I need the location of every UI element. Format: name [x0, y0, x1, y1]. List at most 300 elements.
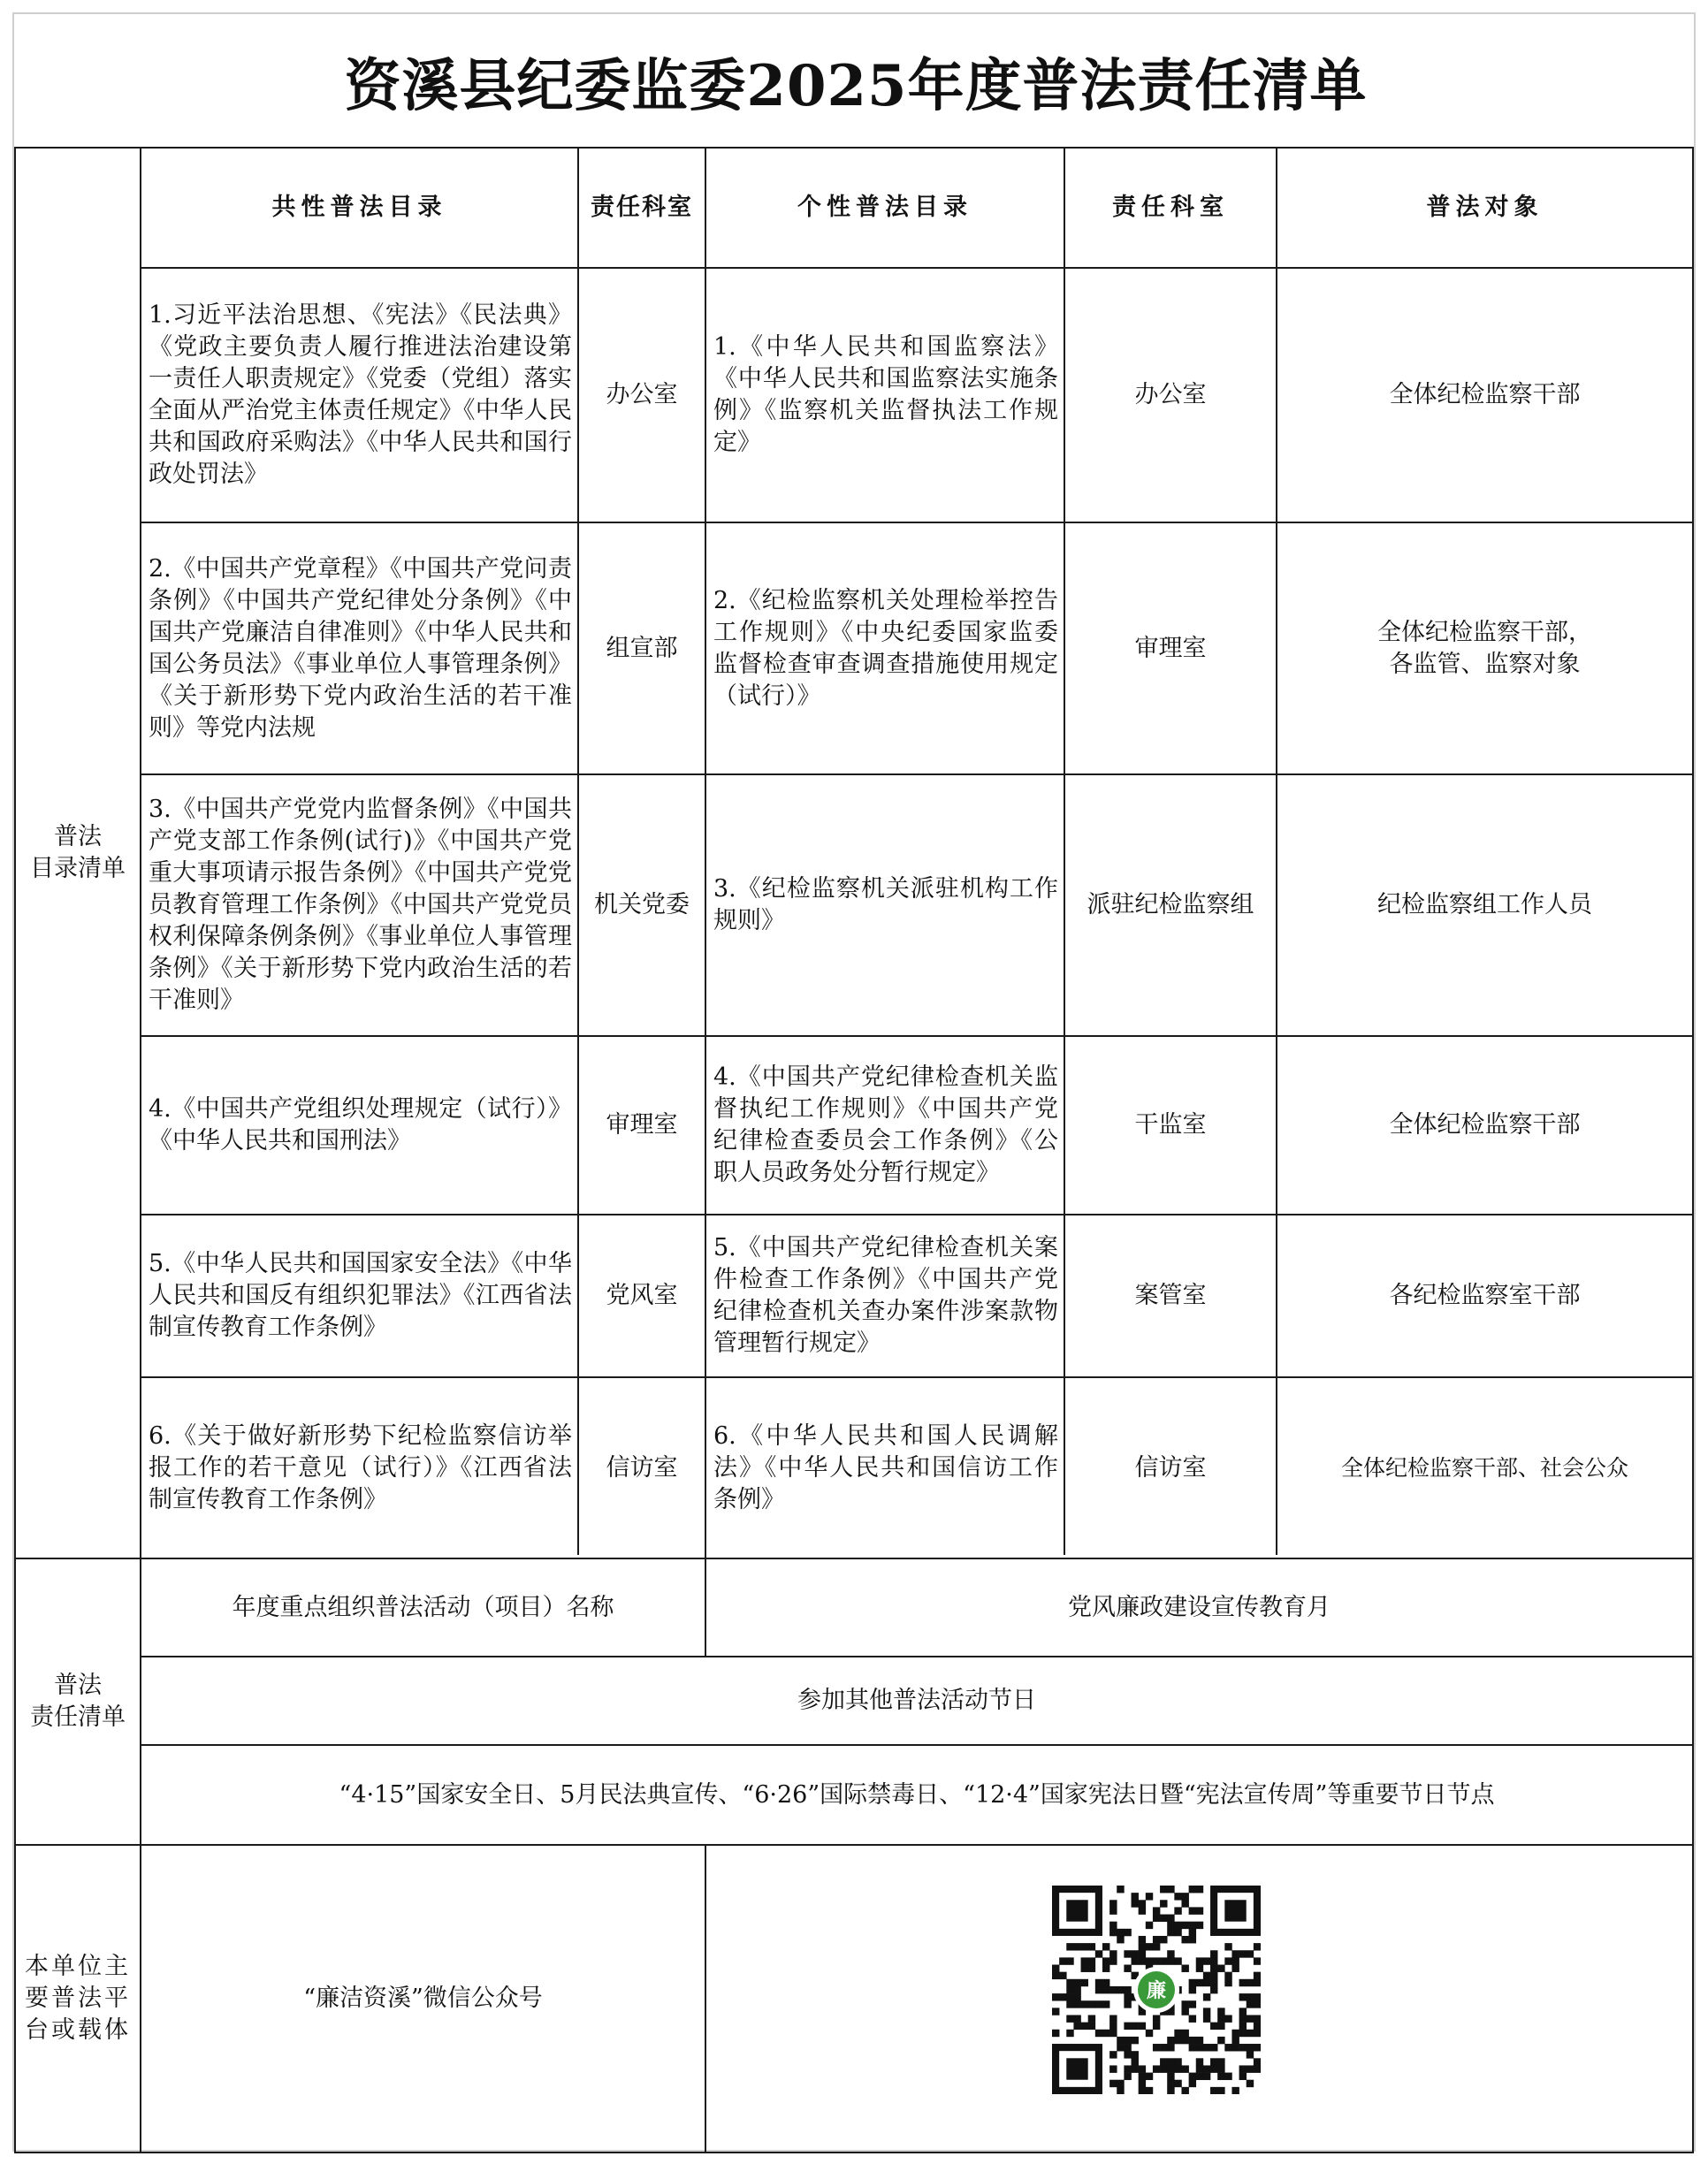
qr-module [1231, 1957, 1239, 1964]
qr-module [1224, 1943, 1231, 1950]
qr-module [1132, 2037, 1139, 2044]
qr-module [1247, 1993, 1254, 2000]
qr-module [1139, 1943, 1146, 1950]
qr-module [1109, 1957, 1117, 1964]
qr-module [1196, 1907, 1203, 1914]
qr-module [1224, 1979, 1231, 1986]
qr-module [1132, 2065, 1139, 2072]
qr-module [1217, 2065, 1224, 2072]
qr-module [1231, 2037, 1239, 2044]
specific-dept-item: 办公室 [1134, 381, 1207, 408]
qr-module [1181, 1893, 1188, 1900]
common-catalog-item: 1.习近平法治思想、《宪法》《民法典》《党政主要负责人履行推进法治建设第一责任人职责规定》《党委（党组）落实全面从严治党主体责任规定》《中华人民共和国政府采购法》《中华人民共和国行政处罚法》 [149, 301, 572, 488]
qr-module [1102, 1986, 1109, 1993]
qr-module [1088, 2000, 1095, 2008]
qr-module [1181, 2008, 1188, 2015]
qr-module [1052, 2030, 1059, 2037]
qr-module [1132, 2051, 1139, 2058]
qr-module [1088, 1957, 1095, 1964]
platform-name: “廉洁资溪”微信公众号 [303, 1985, 543, 2012]
qr-module [1095, 1986, 1102, 1993]
qr-module [1124, 2037, 1131, 2044]
qr-module [1167, 2080, 1174, 2087]
qr-module [1217, 2073, 1224, 2080]
qr-module [1189, 2080, 1196, 2087]
qr-module [1081, 2023, 1088, 2030]
qr-module [1196, 2058, 1203, 2065]
qr-module [1254, 2065, 1261, 2072]
qr-module [1124, 1993, 1131, 2000]
qr-module [1095, 2030, 1102, 2037]
qr-module [1254, 1943, 1261, 1950]
qr-module [1254, 1957, 1261, 1964]
qr-module [1224, 2015, 1231, 2022]
qr-module [1081, 2000, 1088, 2008]
qr-module [1174, 2058, 1181, 2065]
qr-module [1153, 1957, 1160, 1964]
qr-module [1117, 1929, 1124, 1936]
qr-module [1196, 2065, 1203, 2072]
qr-module [1189, 2015, 1196, 2022]
qr-finder-core [1066, 2058, 1087, 2079]
qr-module [1073, 1943, 1080, 1950]
qr-module [1088, 2015, 1095, 2022]
qr-module [1095, 2000, 1102, 2008]
qr-module [1095, 1950, 1102, 1957]
section-label-responsibility: 普法 责任清单 [30, 1672, 126, 1731]
qr-module [1117, 2044, 1124, 2051]
qr-module [1109, 1900, 1117, 1907]
qr-module [1160, 2058, 1167, 2065]
qr-module [1210, 2087, 1217, 2094]
qr-module [1073, 2000, 1080, 2008]
qr-module [1109, 2015, 1117, 2022]
qr-module [1124, 2051, 1131, 2058]
qr-module [1102, 2000, 1109, 2008]
audience-item: 纪检监察组工作人员 [1377, 891, 1592, 918]
qr-module [1160, 2065, 1167, 2072]
other-activities-label: 参加其他普法活动节日 [797, 1687, 1036, 1714]
qr-module [1210, 2058, 1217, 2065]
qr-module [1189, 1907, 1196, 1914]
qr-module [1174, 1929, 1181, 1936]
qr-module [1073, 2015, 1080, 2022]
specific-dept-item: 干监室 [1134, 1111, 1207, 1139]
qr-module [1109, 1907, 1117, 1914]
qr-module [1066, 1943, 1073, 1950]
qr-module [1203, 2065, 1210, 2072]
qr-module [1066, 2000, 1073, 2008]
qr-module [1203, 1957, 1210, 1964]
qr-module [1217, 2037, 1224, 2044]
common-catalog-item: 4.《中国共产党组织处理规定（试行）》《中华人民共和国刑法》 [149, 1095, 572, 1154]
qr-module [1189, 2037, 1196, 2044]
qr-module [1174, 1957, 1181, 1964]
qr-module [1247, 2080, 1254, 2087]
qr-module [1167, 1886, 1174, 1893]
qr-module [1224, 2073, 1231, 2080]
common-catalog-item: 6.《关于做好新形势下纪检监察信访举报工作的若干意见（试行）》《江西省法制宣传教育工作条例》 [149, 1421, 572, 1513]
qr-module [1217, 2087, 1224, 2094]
qr-module [1139, 1936, 1146, 1943]
qr-module [1217, 2058, 1224, 2065]
specific-catalog-item: 1.《中华人民共和国监察法》《中华人民共和国监察法实施条例》《监察机关监督执法工作规定》 [713, 333, 1058, 456]
qr-module [1146, 1893, 1153, 1900]
audience-item: 全体纪检监察干部 [1389, 381, 1581, 408]
qr-module [1167, 1922, 1174, 1929]
qr-module [1109, 2065, 1117, 2072]
qr-module [1153, 2023, 1160, 2030]
qr-module [1254, 1979, 1261, 1986]
qr-module [1196, 2073, 1203, 2080]
qr-module [1117, 1986, 1124, 1993]
qr-module [1088, 1943, 1095, 1950]
qr-module [1210, 2044, 1217, 2051]
qr-module [1153, 2065, 1160, 2072]
specific-dept-item: 审理室 [1134, 634, 1207, 662]
section-label-platform: 本单位主 要普法平 台或载体 [25, 1953, 131, 2044]
qr-module [1203, 1972, 1210, 1979]
qr-module [1160, 1936, 1167, 1943]
qr-module [1181, 2030, 1188, 2037]
qr-module [1181, 1922, 1188, 1929]
qr-module [1102, 1965, 1109, 1972]
qr-module [1189, 1986, 1196, 1993]
qr-module [1146, 1943, 1153, 1950]
other-activities-value: “4·15”国家安全日、5月民法典宣传、“6·26”国际禁毒日、“12·4”国家宪法日暨“宪法宣传周”等重要节日节点 [339, 1780, 1495, 1809]
qr-module [1239, 1950, 1247, 1957]
qr-module [1139, 2087, 1146, 2094]
qr-module [1132, 1893, 1139, 1900]
common-dept-item: 党风室 [606, 1282, 678, 1309]
qr-module [1066, 1986, 1073, 1993]
qr-module [1088, 2023, 1095, 2030]
qr-module [1217, 2015, 1224, 2022]
qr-module [1124, 2044, 1131, 2051]
qr-module [1203, 2044, 1210, 2051]
qr-module [1102, 1979, 1109, 1986]
audience-item: 全体纪检监察干部、社会公众 [1340, 1454, 1628, 1481]
header-audience: 普法对象 [1426, 194, 1544, 221]
qr-module [1139, 2065, 1146, 2072]
qr-module [1231, 1965, 1239, 1972]
qr-module [1174, 2080, 1181, 2087]
audience-item: 全体纪检监察干部， 各监管、监察对象 [1377, 618, 1592, 678]
qr-module [1247, 2030, 1254, 2037]
qr-module [1124, 1929, 1131, 1936]
qr-module [1196, 1965, 1203, 1972]
common-dept-item: 审理室 [606, 1111, 678, 1139]
qr-module [1139, 1907, 1146, 1914]
qr-module [1254, 1972, 1261, 1979]
qr-module [1174, 1893, 1181, 1900]
qr-module [1254, 2000, 1261, 2008]
qr-module [1210, 2023, 1217, 2030]
qr-module [1224, 2044, 1231, 2051]
qr-logo-text: 廉 [1146, 1980, 1167, 2002]
qr-module [1167, 2058, 1174, 2065]
qr-module [1196, 2044, 1203, 2051]
qr-module [1117, 2037, 1124, 2044]
qr-module [1124, 1950, 1131, 1957]
qr-module [1174, 2037, 1181, 2044]
qr-module [1189, 2073, 1196, 2080]
qr-module [1109, 1929, 1117, 1936]
qr-module [1189, 2044, 1196, 2051]
qr-module [1217, 2023, 1224, 2030]
qr-module [1239, 2008, 1247, 2015]
qr-module [1139, 2073, 1146, 2080]
qr-module [1153, 2015, 1160, 2022]
qr-module [1073, 1979, 1080, 1986]
qr-module [1139, 1957, 1146, 1964]
qr-module [1117, 1936, 1124, 1943]
qr-module [1059, 1993, 1066, 2000]
common-dept-item: 组宣部 [606, 634, 678, 662]
qr-module [1066, 1957, 1073, 1964]
qr-module [1210, 2065, 1217, 2072]
qr-module [1231, 2087, 1239, 2094]
qr-module [1146, 2087, 1153, 2094]
qr-module [1239, 2023, 1247, 2030]
qr-module [1217, 2008, 1224, 2015]
qr-module [1124, 2023, 1131, 2030]
qr-module [1160, 1900, 1167, 1907]
qr-module [1196, 2037, 1203, 2044]
common-dept-item: 办公室 [606, 381, 678, 408]
qr-module [1109, 1950, 1117, 1957]
qr-module [1066, 2015, 1073, 2022]
qr-module [1146, 2073, 1153, 2080]
qr-module [1153, 1936, 1160, 1943]
specific-dept-item: 信访室 [1134, 1453, 1207, 1482]
qr-module [1146, 1957, 1153, 1964]
qr-module [1109, 2080, 1117, 2087]
qr-module [1132, 1900, 1139, 1907]
qr-module [1210, 1957, 1217, 1964]
qr-module [1109, 1986, 1117, 1993]
qr-module [1254, 2058, 1261, 2065]
qr-module [1203, 2008, 1210, 2015]
qr-module [1109, 1922, 1117, 1929]
qr-module [1073, 1993, 1080, 2000]
activity-value: 党风廉政建设宣传教育月 [1068, 1593, 1331, 1621]
qr-module [1124, 2073, 1131, 2080]
qr-module [1217, 1965, 1224, 1972]
qr-module [1132, 1957, 1139, 1964]
qr-module [1239, 2065, 1247, 2072]
qr-module [1167, 2044, 1174, 2051]
qr-module [1247, 2000, 1254, 2008]
qr-module [1174, 1922, 1181, 1929]
qr-module [1066, 1979, 1073, 1986]
common-dept-item: 机关党委 [594, 891, 690, 918]
qr-module [1203, 2015, 1210, 2022]
qr-module [1239, 2044, 1247, 2051]
qr-finder-core [1066, 1900, 1087, 1921]
qr-module [1224, 1957, 1231, 1964]
qr-module [1059, 1957, 1066, 1964]
qr-module [1153, 1915, 1160, 1922]
qr-module [1254, 2023, 1261, 2030]
qr-module [1181, 1936, 1188, 1943]
qr-module [1117, 1886, 1124, 1893]
qr-module [1167, 1915, 1174, 1922]
table-border-bottom [14, 2152, 1694, 2153]
qr-module [1189, 1922, 1196, 1929]
qr-module [1231, 2030, 1239, 2037]
header-specific-catalog: 个性普法目录 [797, 194, 972, 221]
qr-module [1132, 2058, 1139, 2065]
qr-module [1073, 1986, 1080, 1993]
qr-module [1174, 2030, 1181, 2037]
qr-module [1247, 2015, 1254, 2022]
qr-module [1109, 2023, 1117, 2030]
qr-module [1124, 2000, 1131, 2008]
qr-module [1239, 2030, 1247, 2037]
qr-module [1081, 1979, 1088, 1986]
qr-module [1210, 1965, 1217, 1972]
qr-module [1239, 2015, 1247, 2022]
qr-module [1088, 1965, 1095, 1972]
qr-module [1052, 1993, 1059, 2000]
qr-module [1139, 2023, 1146, 2030]
qr-module [1210, 1979, 1217, 1986]
qr-module [1124, 2065, 1131, 2072]
qr-module [1139, 1950, 1146, 1957]
common-dept-item: 信访室 [606, 1453, 678, 1482]
qr-module [1132, 2023, 1139, 2030]
qr-module [1181, 2037, 1188, 2044]
qr-module [1102, 1957, 1109, 1964]
qr-module [1102, 1943, 1109, 1950]
qr-module [1239, 2073, 1247, 2080]
qr-module [1210, 1986, 1217, 1993]
common-catalog-item: 3.《中国共产党党内监督条例》《中国共产党支部工作条例(试行)》《中国共产党重大事项请示报告条例》《中国共产党党员教育管理工作条例》《中国共产党党员权利保障条例条例》《事业单位人事管理条例》《关于新形势下党内政治生活的若干准则》 [149, 796, 572, 1014]
audience-item: 全体纪检监察干部 [1389, 1111, 1581, 1139]
qr-module [1254, 1993, 1261, 2000]
qr-module [1196, 1957, 1203, 1964]
qr-module [1095, 1979, 1102, 1986]
specific-dept-item: 派驻纪检监察组 [1087, 891, 1254, 918]
common-catalog-item: 5.《中华人民共和国国家安全法》《中华人民共和国反有组织犯罪法》《江西省法制宣传教育工作条例》 [149, 1250, 572, 1341]
qr-module [1231, 1950, 1239, 1957]
qr-module [1231, 2044, 1239, 2051]
qr-module [1189, 1886, 1196, 1893]
qr-module [1174, 2065, 1181, 2072]
qr-module [1196, 1979, 1203, 1986]
section-label-directory: 普法 目录清单 [30, 823, 126, 882]
qr-module [1059, 1972, 1066, 1979]
qr-module [1189, 1936, 1196, 1943]
specific-catalog-item: 2.《纪检监察机关处理检举控告工作规则》《中央纪委国家监委监督检查审查调查措施使用规定（试行）》 [713, 586, 1058, 710]
header-common-catalog: 共性普法目录 [271, 194, 447, 221]
qr-module [1139, 2080, 1146, 2087]
qr-module [1124, 1965, 1131, 1972]
qr-module [1153, 1907, 1160, 1914]
qr-module [1052, 1965, 1059, 1972]
qr-module [1247, 2051, 1254, 2058]
qr-module [1254, 2030, 1261, 2037]
page-title: 资溪县纪委监委2025年度普法责任清单 [344, 53, 1368, 119]
qr-module [1109, 2030, 1117, 2037]
qr-module [1073, 2023, 1080, 2030]
qr-module [1239, 1979, 1247, 1986]
qr-module [1160, 1886, 1167, 1893]
qr-module [1181, 1900, 1188, 1907]
header-specific-dept: 责任科室 [1112, 194, 1229, 221]
qr-module [1210, 1950, 1217, 1957]
qr-module [1224, 1972, 1231, 1979]
qr-module [1181, 1965, 1188, 1972]
qr-module [1124, 1986, 1131, 1993]
qr-module [1081, 1957, 1088, 1964]
specific-catalog-item: 5.《中国共产党纪律检查机关案件检查工作条例》《中国共产党纪律检查机关查办案件涉案款物管理暂行规定》 [713, 1234, 1058, 1357]
qr-module [1160, 1957, 1167, 1964]
qr-module [1239, 1993, 1247, 2000]
qr-module [1052, 1972, 1059, 1979]
qr-module [1102, 2030, 1109, 2037]
qr-module [1066, 2030, 1073, 2037]
common-catalog-item: 2.《中国共产党章程》《中国共产党问责条例》《中国共产党纪律处分条例》《中国共产党廉洁自律准则》《中华人民共和国公务员法》《事业单位人事管理条例》《关于新形势下党内政治生活的若干准则》等党内法规 [149, 554, 572, 742]
qr-module [1066, 1993, 1073, 2000]
qr-module [1167, 2065, 1174, 2072]
qr-module [1203, 2073, 1210, 2080]
qr-module [1052, 2008, 1059, 2015]
qr-module [1189, 1929, 1196, 1936]
qr-module [1117, 2087, 1124, 2094]
qr-module [1181, 2087, 1188, 2094]
qr-module [1247, 2065, 1254, 2072]
qr-code [1052, 1886, 1261, 2094]
qr-module [1167, 1950, 1174, 1957]
qr-module [1189, 2000, 1196, 2008]
qr-module [1146, 2030, 1153, 2037]
specific-catalog-item: 3.《纪检监察机关派驻机构工作规则》 [713, 875, 1058, 934]
qr-module [1160, 1915, 1167, 1922]
qr-module [1254, 2015, 1261, 2022]
activity-label: 年度重点组织普法活动（项目）名称 [232, 1593, 614, 1621]
col-divider [705, 1844, 706, 2153]
qr-module [1196, 1922, 1203, 1929]
qr-module [1203, 1993, 1210, 2000]
header-common-dept: 责任科室 [591, 194, 693, 221]
qr-module [1247, 2044, 1254, 2051]
qr-module [1196, 1886, 1203, 1893]
qr-module [1132, 1950, 1139, 1957]
specific-dept-item: 案管室 [1134, 1282, 1207, 1309]
qr-module [1117, 2080, 1124, 2087]
qr-module [1181, 2065, 1188, 2072]
qr-module [1247, 1950, 1254, 1957]
qr-module [1167, 1929, 1174, 1936]
specific-catalog-item: 6.《中华人民共和国人民调解法》《中华人民共和国信访工作条例》 [713, 1421, 1058, 1513]
qr-module [1146, 1922, 1153, 1929]
qr-module [1247, 1979, 1254, 1986]
qr-module [1160, 2044, 1167, 2051]
qr-module [1109, 2051, 1117, 2058]
qr-module [1254, 2044, 1261, 2051]
qr-module [1139, 1900, 1146, 1907]
qr-module [1181, 2000, 1188, 2008]
qr-module [1081, 1943, 1088, 1950]
qr-finder-core [1224, 1900, 1246, 1921]
qr-module [1167, 2037, 1174, 2044]
qr-module [1167, 2073, 1174, 2080]
qr-module [1167, 2087, 1174, 2094]
audience-item: 各纪检监察室干部 [1389, 1282, 1581, 1309]
specific-catalog-item: 4.《中国共产党纪律检查机关监督执纪工作规则》《中国共产党纪律检查委员会工作条例》《公职人员政务处分暂行规定》 [713, 1063, 1058, 1186]
